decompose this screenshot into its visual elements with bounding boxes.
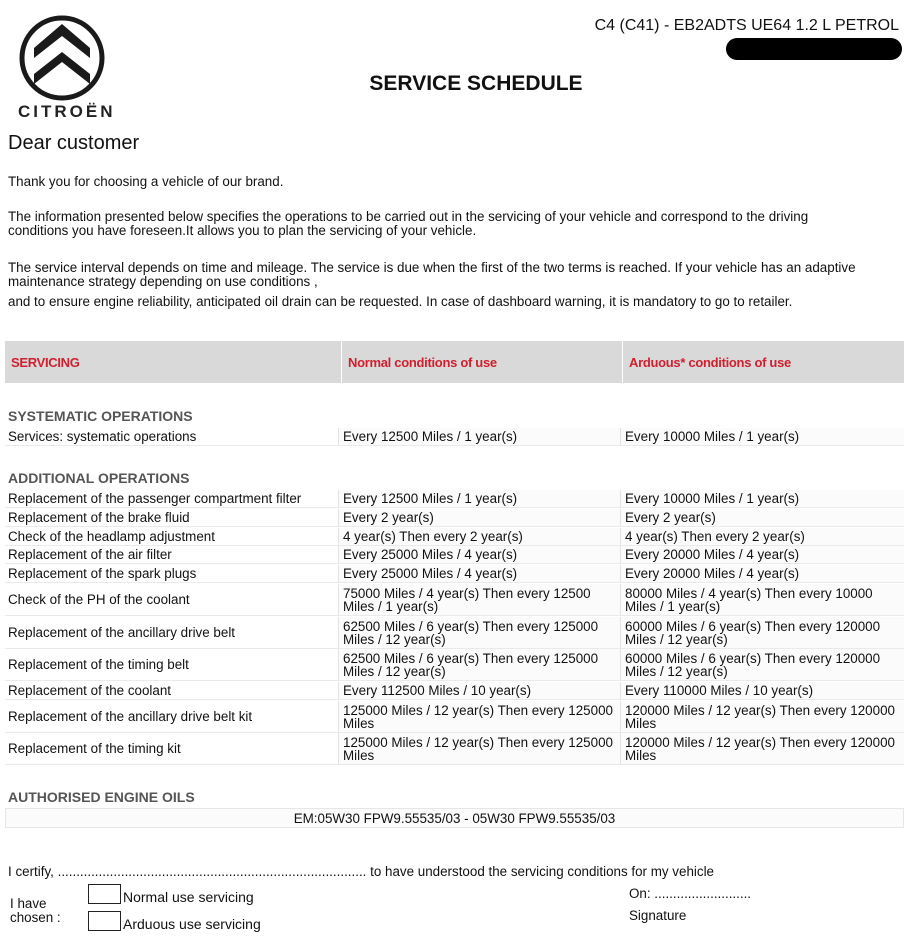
brand-wordmark: CITROËN [18,102,116,121]
greeting: Dear customer [8,132,140,154]
normal-cell: 62500 Miles / 6 year(s) Then every 125000 Miles / 12 year(s) [338,649,620,680]
normal-cell: 125000 Miles / 12 year(s) Then every 125000 Miles [338,733,620,764]
certify-text: I certify, ................................................................................... to have understood the servicing conditions for my vehicle [8,864,714,879]
operation-cell: Replacement of the spark plugs [8,566,197,581]
chosen-line: chosen : [10,910,61,925]
operation-cell: Replacement of the brake fluid [8,510,190,525]
arduous-cell: Every 20000 Miles / 4 year(s) [620,565,904,582]
vehicle-model: C4 (C41) - EB2ADTS UE64 1.2 L PETROL [594,17,899,34]
operation-cell: Check of the PH of the coolant [8,592,190,607]
info-line: conditions you have foreseen.It allows you to plan the servicing of your vehicle. [8,223,477,238]
table-row [5,617,904,649]
arduous-cell: 4 year(s) Then every 2 year(s) [620,528,904,545]
header-servicing: SERVICING [11,354,80,370]
section-systematic: SYSTEMATIC OPERATIONS [8,408,193,424]
oils-value: EM:05W30 FPW9.55535/03 - 05W30 FPW9.55535/03 [5,808,904,828]
operation-cell: Replacement of the ancillary drive belt [8,625,236,640]
thanks-text: Thank you for choosing a vehicle of our brand. [8,174,284,189]
table-row [5,584,904,616]
arduous-cell: Every 20000 Miles / 4 year(s) [620,546,904,563]
normal-cell: Every 112500 Miles / 10 year(s) [338,682,620,699]
header-normal: Normal conditions of use [348,354,497,370]
normal-cell: 75000 Miles / 4 year(s) Then every 12500 Miles / 1 year(s) [338,584,620,615]
table-row [5,490,904,508]
table-row [5,701,904,733]
operation-cell: Replacement of the timing kit [8,741,181,756]
operation-cell: Replacement of the air filter [8,547,172,562]
arduous-cell: Every 2 year(s) [620,509,904,526]
interval-line: and to ensure engine reliability, anticipated oil drain can be requested. In case of dashboard warning, it is mandatory to go to retailer. [8,294,793,309]
normal-use-label: Normal use servicing [123,889,254,905]
operation-cell: Check of the headlamp adjustment [8,529,215,544]
normal-cell: Every 12500 Miles / 1 year(s) [338,428,620,445]
normal-cell: Every 2 year(s) [338,509,620,526]
section-additional: ADDITIONAL OPERATIONS [8,470,190,486]
arduous-cell: 60000 Miles / 6 year(s) Then every 120000 Miles / 12 year(s) [620,649,904,680]
table-row [5,546,904,564]
normal-cell: Every 25000 Miles / 4 year(s) [338,565,620,582]
arduous-cell: 60000 Miles / 6 year(s) Then every 120000 Miles / 12 year(s) [620,617,904,648]
normal-cell: Every 25000 Miles / 4 year(s) [338,546,620,563]
interval-text [8,261,898,309]
header-arduous: Arduous* conditions of use [629,354,791,370]
operation-cell: Replacement of the passenger compartment filter [8,491,302,506]
normal-cell: 4 year(s) Then every 2 year(s) [338,528,620,545]
table-row [5,428,904,446]
operation-cell: Replacement of the timing belt [8,657,189,672]
chosen-label [10,897,61,925]
operation-cell: Services: systematic operations [8,429,197,444]
table-row [5,649,904,681]
arduous-cell: 80000 Miles / 4 year(s) Then every 10000 Miles / 1 year(s) [620,584,904,615]
arduous-use-checkbox[interactable] [88,911,121,931]
arduous-use-label: Arduous use servicing [123,916,261,932]
redaction-bar [726,38,902,60]
normal-use-checkbox[interactable] [88,884,121,904]
table-row [5,682,904,700]
interval-line: maintenance strategy depending on use conditions , [8,274,318,289]
section-oils: AUTHORISED ENGINE OILS [8,789,195,805]
arduous-cell: 120000 Miles / 12 year(s) Then every 120000 Miles [620,701,904,732]
info-text [8,210,898,238]
interval-line: The service interval depends on time and mileage. The service is due when the first of the two terms is reached. If your vehicle has an adaptive [8,260,856,275]
table-row [5,565,904,583]
normal-cell: 62500 Miles / 6 year(s) Then every 125000 Miles / 12 year(s) [338,617,620,648]
table-header [5,341,904,383]
normal-cell: 125000 Miles / 12 year(s) Then every 125000 Miles [338,701,620,732]
operation-cell: Replacement of the ancillary drive belt kit [8,709,253,724]
arduous-cell: Every 10000 Miles / 1 year(s) [620,428,904,445]
info-line: The information presented below specifies the operations to be carried out in the servicing of your vehicle and correspond to the driving [8,209,809,224]
normal-cell: Every 12500 Miles / 1 year(s) [338,490,620,507]
page-title: SERVICE SCHEDULE [369,72,583,95]
signature-label: Signature [629,908,687,923]
chosen-line: I have [10,896,47,911]
operation-cell: Replacement of the coolant [8,683,172,698]
table-row [5,733,904,765]
table-row [5,528,904,546]
arduous-cell: Every 10000 Miles / 1 year(s) [620,490,904,507]
table-row [5,509,904,527]
arduous-cell: 120000 Miles / 12 year(s) Then every 120000 Miles [620,733,904,764]
date-field: On: .......................... [629,886,752,901]
arduous-cell: Every 110000 Miles / 10 year(s) [620,682,904,699]
